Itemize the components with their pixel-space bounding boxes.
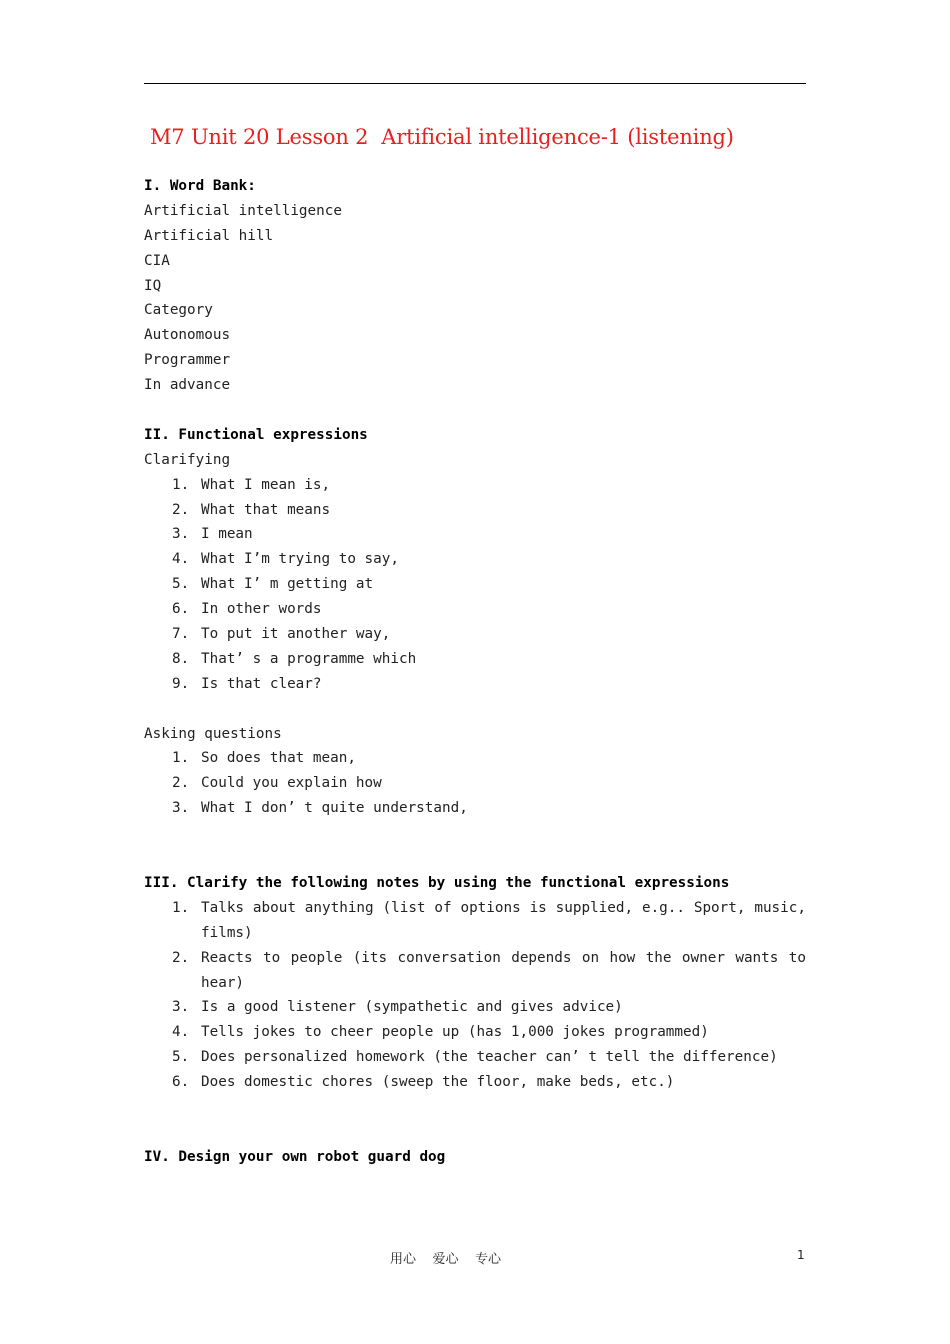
spacer (144, 697, 806, 722)
list-item (144, 622, 806, 647)
list-item (144, 946, 806, 996)
word-bank-item: In advance (144, 377, 231, 394)
list-text: What I’ m getting at (201, 576, 374, 593)
list-text: I mean (201, 526, 253, 543)
list-number: 2. (172, 775, 190, 792)
list-number: 4. (172, 1024, 190, 1041)
list-item (144, 597, 806, 622)
list-number: 5. (172, 576, 190, 593)
list-item (144, 572, 806, 597)
clarifying-list (144, 473, 806, 697)
list-number: 3. (172, 526, 190, 543)
list-number: 5. (172, 1049, 190, 1066)
list-item (144, 771, 806, 796)
list-number: 8. (172, 650, 190, 667)
word-bank-item: Category (144, 302, 213, 319)
list-text: Does personalized homework (the teacher can’ t tell the difference) (201, 1049, 778, 1066)
list-item (144, 473, 806, 498)
word-bank-item: CIA (144, 252, 170, 269)
list-number: 1. (172, 750, 190, 767)
list-number: 2. (172, 501, 190, 518)
list-number: 7. (172, 626, 190, 643)
word-bank-item: Artificial intelligence (144, 202, 342, 219)
list-text: Does domestic chores (sweep the floor, make beds, etc.) (201, 1074, 675, 1091)
list-item (144, 547, 806, 572)
list-number: 3. (172, 800, 190, 817)
list-text: What I don’ t quite understand, (201, 800, 468, 817)
list-item (144, 746, 806, 771)
list-number: 6. (172, 1074, 190, 1091)
clarify-notes-list (144, 896, 806, 1095)
list-number: 1. (172, 476, 190, 493)
list-item (144, 647, 806, 672)
list-item (144, 1045, 806, 1070)
list-item (144, 896, 806, 946)
spacer (144, 398, 806, 423)
asking-questions-list (144, 746, 806, 821)
word-bank-item: IQ (144, 277, 162, 294)
list-item (144, 1070, 806, 1095)
spacer (144, 821, 806, 871)
list-item (144, 522, 806, 547)
page-number: 1 (797, 1248, 805, 1262)
word-bank-list (144, 199, 806, 398)
list-text: What I’m trying to say, (201, 551, 399, 568)
list-text: What that means (201, 501, 331, 518)
list-number: 3. (172, 999, 190, 1016)
word-bank-item: Autonomous (144, 327, 231, 344)
list-number: 1. (172, 899, 190, 916)
list-text: Is a good listener (sympathetic and gives advice) (201, 999, 623, 1016)
list-number: 2. (172, 949, 190, 966)
list-text: Reacts to people (its conversation depends on how the owner wants to hear) (201, 949, 806, 991)
list-item (144, 1020, 806, 1045)
list-text: Talks about anything (list of options is supplied, e.g.. Sport, music, films) (201, 899, 806, 941)
document-body (144, 174, 806, 1170)
clarifying-label: Clarifying (144, 451, 231, 468)
list-text: To put it another way, (201, 626, 391, 643)
asking-questions-label: Asking questions (144, 725, 282, 742)
list-item (144, 995, 806, 1020)
list-text: What I mean is, (201, 476, 331, 493)
list-text: Is that clear? (201, 675, 322, 692)
list-text: That’ s a programme which (201, 650, 417, 667)
list-text: Could you explain how (201, 775, 382, 792)
list-item (144, 498, 806, 523)
footer-motto: 用心 爱心 专心 (390, 1252, 502, 1267)
list-text: Tells jokes to cheer people up (has 1,000 jokes programmed) (201, 1024, 709, 1041)
list-number: 9. (172, 675, 190, 692)
robot-guard-dog-heading: IV. Design your own robot guard dog (144, 1148, 446, 1165)
list-number: 4. (172, 551, 190, 568)
document-title: M7 Unit 20 Lesson 2 Artificial intelligence-1 (listening) (150, 125, 734, 149)
list-text: So does that mean, (201, 750, 356, 767)
list-number: 6. (172, 601, 190, 618)
word-bank-item: Programmer (144, 352, 231, 369)
header-rule (144, 83, 806, 84)
word-bank-item: Artificial hill (144, 227, 274, 244)
list-item (144, 672, 806, 697)
clarify-notes-heading: III. Clarify the following notes by using the functional expressions (144, 874, 730, 891)
spacer (144, 1095, 806, 1145)
word-bank-heading: I. Word Bank: (144, 178, 256, 194)
functional-expressions-heading: II. Functional expressions (144, 426, 368, 443)
list-text: In other words (201, 601, 322, 618)
list-item (144, 796, 806, 821)
